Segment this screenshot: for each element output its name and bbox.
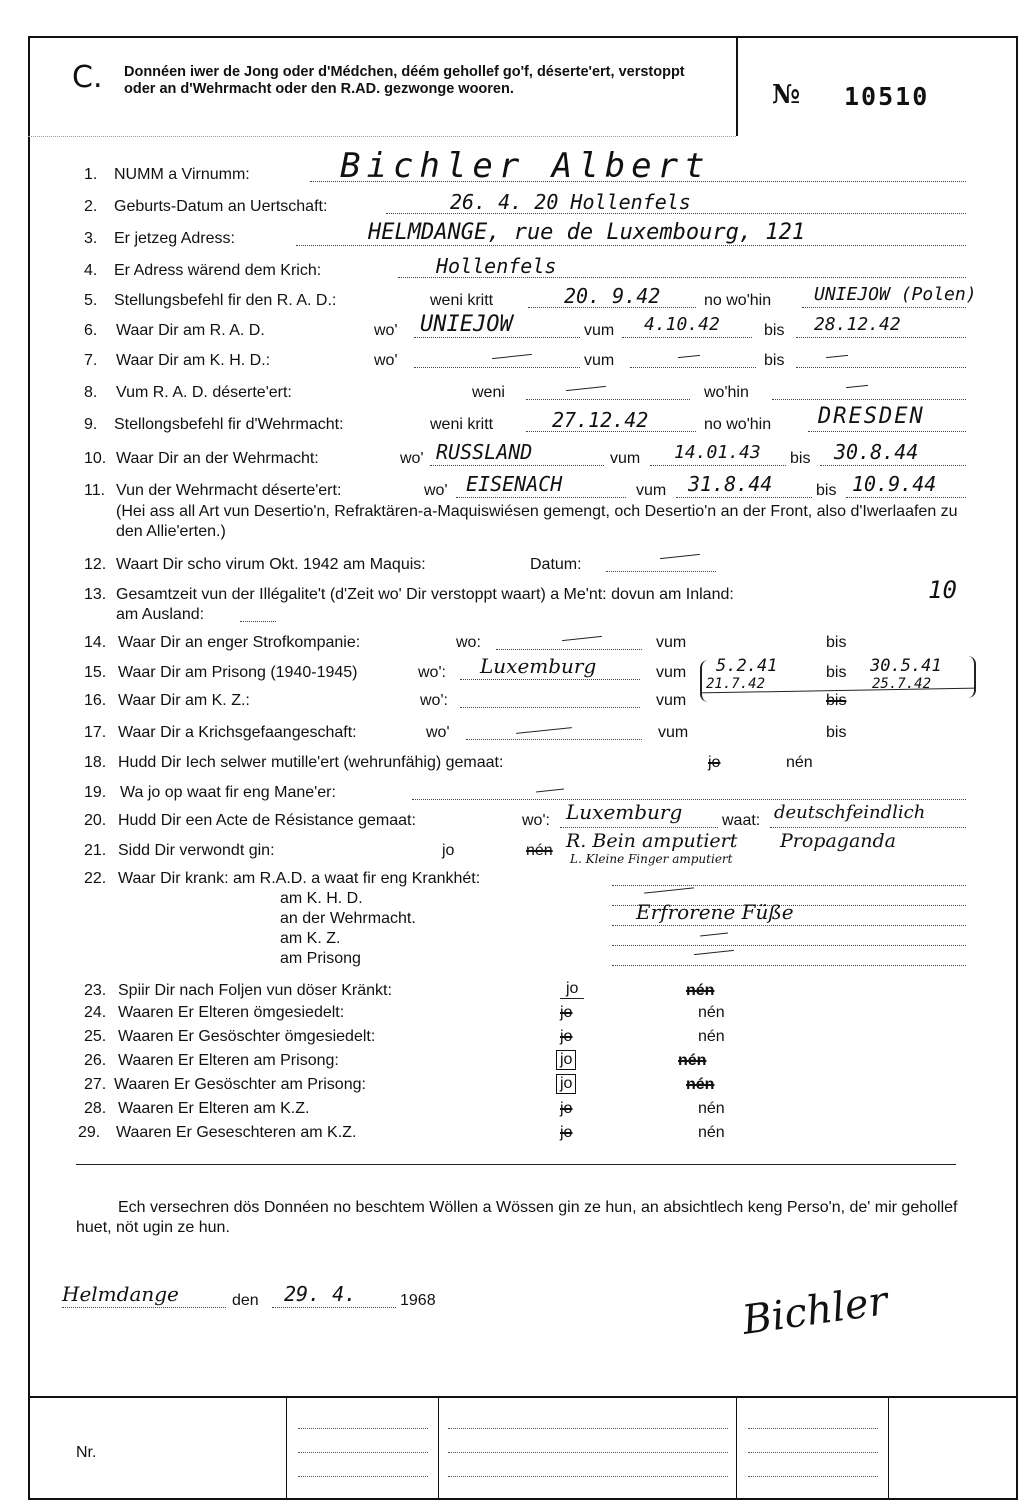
field-3-line	[296, 245, 966, 246]
place-line	[62, 1307, 226, 1308]
field-24-label: Waaren Er Elteren ömgesiedelt:	[118, 1004, 345, 1021]
footer-dots-3c	[748, 1476, 878, 1477]
field-14-line-1	[496, 649, 642, 650]
field-27-nen: nén	[686, 1076, 715, 1093]
field-20-value-2: deutschfeindlich	[774, 802, 926, 823]
footer-top-rule	[28, 1396, 1018, 1398]
field-11-line-3	[846, 497, 966, 498]
field-20-value-1: Luxemburg	[566, 800, 683, 824]
field-25-nen: nén	[698, 1028, 725, 1045]
field-5-wohin-label: no wo'hin	[704, 292, 772, 309]
field-17-wo-label: wo'	[426, 724, 450, 741]
signature-place: Helmdange	[62, 1282, 179, 1306]
field-11-vum-label: vum	[636, 482, 667, 499]
field-15-value-1: Luxemburg	[480, 654, 597, 678]
field-17-bis-label: bis	[826, 724, 847, 741]
field-20-line-2	[770, 827, 966, 828]
field-23-label: Spiir Dir nach Foljen vun döser Kränkt:	[118, 982, 392, 999]
section-letter: C.	[72, 60, 103, 95]
field-22-sub-kz: am K. Z.	[280, 930, 341, 947]
field-7-number: 7.	[84, 352, 98, 369]
field-15-line-1	[460, 679, 640, 680]
field-11-label: Vun der Wehrmacht déserte'ert:	[116, 482, 342, 499]
signature: Bichler	[739, 1278, 891, 1344]
field-8-number: 8.	[84, 384, 98, 401]
field-6-line-1	[414, 337, 580, 338]
field-4-label: Er Adress wärend dem Krich:	[114, 262, 322, 279]
field-21-value-1b: L. Kleine Finger amputiert	[570, 852, 733, 866]
footer-dots-2c	[448, 1476, 728, 1477]
field-25-jo: jo	[560, 1028, 573, 1045]
field-5-line-2	[802, 307, 966, 308]
field-14-label: Waar Dir an enger Strofkompanie:	[118, 634, 361, 651]
footer-dots-3a	[748, 1428, 878, 1429]
field-2-number: 2.	[84, 198, 98, 215]
field-23-jo: jo	[560, 980, 584, 999]
footer-dots-1b	[298, 1452, 428, 1453]
field-5-value-2: UNIEJOW (Polen)	[814, 284, 977, 305]
field-25-label: Waaren Er Gesöschter ömgesiedelt:	[118, 1028, 376, 1045]
field-10-line-1	[430, 465, 604, 466]
field-8-wohin-label: wo'hin	[704, 384, 749, 401]
field-26-number: 26.	[84, 1052, 107, 1069]
field-6-number: 6.	[84, 322, 98, 339]
field-22-sub-khd: am K. H. D.	[280, 890, 363, 907]
field-18-nen: nén	[786, 754, 813, 771]
field-18-label: Hudd Dir Iech selwer mutille'ert (wehrunfähig) gemaat:	[118, 754, 504, 771]
field-10-vum-label: vum	[610, 450, 641, 467]
field-21-label: Sidd Dir verwondt gin:	[118, 842, 275, 859]
field-14-bis-label: bis	[826, 634, 847, 651]
field-10-value-1: RUSSLAND	[436, 440, 533, 464]
header-divider	[736, 36, 738, 136]
field-14-number: 14.	[84, 634, 107, 651]
field-22-line-0	[612, 885, 966, 886]
field-22-label: Waar Dir krank: am R.A.D. a waat fir eng Krankhét:	[118, 870, 481, 887]
field-23-number: 23.	[84, 982, 107, 999]
field-8-label: Vum R. A. D. déserte'ert:	[116, 384, 292, 401]
footer-col-1	[286, 1398, 287, 1498]
field-17-line-1	[466, 739, 642, 740]
field-3-value: HELMDANGE, rue de Luxembourg, 121	[368, 220, 806, 245]
field-24-nen: nén	[698, 1004, 725, 1021]
footer-dots-1a	[298, 1428, 428, 1429]
signature-date: 29. 4.	[284, 1282, 357, 1306]
year-label: 1968	[400, 1292, 436, 1309]
field-26-jo: jo	[556, 1050, 576, 1070]
bracket-left	[700, 660, 708, 702]
field-22-sub-prisong: am Prisong	[280, 950, 361, 967]
field-14-wo-label: wo:	[456, 634, 481, 651]
field-8-line-1	[526, 399, 690, 400]
field-6-line-3	[796, 337, 966, 338]
field-26-nen: nén	[678, 1052, 707, 1069]
field-2-value: 26. 4. 20 Hollenfels	[450, 190, 691, 214]
field-5-weni-label: weni kritt	[430, 292, 494, 309]
header-text: Donnéen iwer de Jong oder d'Médchen, déém gehollef go'f, déserte'ert, verstoppt oder an d'Wehrmacht oder den R.AD. gezwonge wooren.	[124, 64, 685, 97]
form-number: 10510	[844, 82, 930, 111]
field-10-line-2	[650, 465, 786, 466]
field-19-label: Wa jo op waat fir eng Mane'er:	[120, 784, 336, 801]
field-29-jo: jo	[560, 1124, 573, 1141]
field-6-label: Waar Dir am R. A. D.	[116, 322, 265, 339]
field-4-number: 4.	[84, 262, 98, 279]
field-9-wohin-label: no wo'hin	[704, 416, 772, 433]
field-11-wo-label: wo'	[424, 482, 448, 499]
bracket-right	[968, 656, 976, 698]
field-12-line	[606, 571, 716, 572]
field-5-label: Stellungsbefehl fir den R. A. D.:	[114, 292, 337, 309]
field-17-vum-label: vum	[658, 724, 689, 741]
field-11-line-1	[456, 497, 626, 498]
field-29-nen: nén	[698, 1124, 725, 1141]
field-6-value-2: 4.10.42	[644, 314, 720, 335]
field-16-number: 16.	[84, 692, 107, 709]
field-22-line-3	[612, 945, 966, 946]
footer-dots-2b	[448, 1452, 728, 1453]
field-16-bis-label: bis	[826, 692, 847, 709]
field-20-number: 20.	[84, 812, 107, 829]
field-9-weni-label: weni kritt	[430, 416, 494, 433]
field-11-value-1: EISENACH	[466, 472, 563, 496]
field-27-label: Waaren Er Gesöschter am Prisong:	[114, 1076, 366, 1093]
footer-dots-2a	[448, 1428, 728, 1429]
section-separator	[76, 1164, 956, 1165]
field-29-label: Waaren Er Geseschteren am K.Z.	[116, 1124, 357, 1141]
field-23-nen: nén	[686, 982, 715, 999]
field-16-wo-label: wo':	[420, 692, 448, 709]
field-6-value-1: UNIEJOW	[420, 312, 513, 337]
footer-col-3	[736, 1398, 737, 1498]
field-15-value-2: 5.2.41	[716, 656, 778, 676]
field-16-label: Waar Dir am K. Z.:	[118, 692, 250, 709]
header-bottom-rule	[28, 136, 736, 137]
field-13-label: Gesamtzeit vun der Illégalite't (d'Zeit wo' Dir verstoppt waart) a Me'nt: dovun am Inland:	[116, 586, 734, 603]
field-21-value-2: Propaganda	[780, 830, 897, 852]
field-22-number: 22.	[84, 870, 107, 887]
field-4-value: Hollenfels	[436, 254, 557, 278]
field-22-sub-wehrmacht: an der Wehrmacht.	[280, 910, 416, 927]
field-9-value-2: DRESDEN	[818, 404, 925, 429]
field-1-value: Bichler Albert	[340, 146, 711, 186]
declaration-text: Ech versechren dös Donnéen no beschtem Wöllen a Wössen gin ze hun, an absichtlech keng Perso'n, de' mir gehollef huet, nöt ugin ze hun.	[76, 1199, 958, 1236]
field-13-ausland-label: am Ausland:	[116, 606, 205, 623]
field-13-line	[240, 621, 276, 622]
field-25-number: 25.	[84, 1028, 107, 1045]
field-9-number: 9.	[84, 416, 98, 433]
field-20-wo-label: wo':	[522, 812, 550, 829]
field-29-number: 29.	[78, 1124, 101, 1141]
field-2-label: Geburts-Datum an Uertschaft:	[114, 198, 328, 215]
field-22-value-1: Erfrorene Füße	[636, 900, 794, 924]
field-15-vum-label: vum	[656, 664, 687, 681]
field-16-value-2: 21.7.42	[706, 676, 766, 692]
field-17-number: 17.	[84, 724, 107, 741]
field-10-line-3	[820, 465, 966, 466]
field-13-number: 13.	[84, 586, 107, 603]
field-11-value-2: 31.8.44	[688, 472, 773, 496]
field-28-number: 28.	[84, 1100, 107, 1117]
field-20-label: Hudd Dir een Acte de Résistance gemaat:	[118, 812, 416, 829]
field-6-bis-label: bis	[764, 322, 785, 339]
field-8-weni-label: weni	[472, 384, 505, 401]
field-21-number: 21.	[84, 842, 107, 859]
field-28-jo: jo	[560, 1100, 573, 1117]
number-symbol: №	[772, 80, 801, 110]
field-22-line-2	[612, 925, 966, 926]
date-line	[272, 1307, 396, 1308]
field-9-line-2	[808, 431, 966, 432]
field-11-bis-label: bis	[816, 482, 837, 499]
footer-col-4	[888, 1398, 889, 1498]
field-6-wo-label: wo'	[374, 322, 398, 339]
field-1-label: NUMM a Virnumm:	[114, 166, 250, 183]
field-27-jo: jo	[556, 1074, 576, 1094]
field-1-number: 1.	[84, 166, 98, 183]
field-6-vum-label: vum	[584, 322, 615, 339]
field-15-wo-label: wo':	[418, 664, 446, 681]
field-17-label: Waar Dir a Krichsgefaangeschaft:	[118, 724, 357, 741]
field-11-number: 11.	[84, 482, 106, 499]
field-6-line-2	[622, 337, 752, 338]
field-16-line-1	[460, 707, 640, 708]
field-21-value-1: R. Bein amputiert	[566, 830, 738, 852]
field-15-label: Waar Dir am Prisong (1940-1945)	[118, 664, 358, 681]
field-11-note: (Hei ass all Art vun Desertio'n, Refraktären-a-Maquiswiésen gemengt, och Desertio'n an der Front, also d'Iwerlaafen zu den Allie'erten.)	[116, 503, 958, 540]
field-10-label: Waar Dir an der Wehrmacht:	[116, 450, 319, 467]
field-15-bis-label: bis	[826, 664, 847, 681]
field-7-line-1	[414, 367, 580, 368]
field-19-number: 19.	[84, 784, 107, 801]
field-15-value-3: 30.5.41	[870, 656, 942, 676]
field-10-value-3: 30.8.44	[834, 440, 919, 464]
field-6-value-3: 28.12.42	[814, 314, 901, 335]
field-5-number: 5.	[84, 292, 98, 309]
field-12-datum-label: Datum:	[530, 556, 582, 573]
field-7-bis-label: bis	[764, 352, 785, 369]
field-28-label: Waaren Er Elteren am K.Z.	[118, 1100, 310, 1117]
footer-nr: Nr.	[76, 1444, 97, 1461]
field-13-value: 10	[928, 576, 957, 604]
field-19-line	[412, 799, 966, 800]
field-22-line-4	[612, 965, 966, 966]
field-7-label: Waar Dir am K. H. D.:	[116, 352, 271, 369]
field-16-vum-label: vum	[656, 692, 687, 709]
field-21-jo: jo	[442, 842, 455, 859]
field-5-value-1: 20. 9.42	[564, 284, 661, 308]
field-3-label: Er jetzeg Adress:	[114, 230, 235, 247]
footer-dots-3b	[748, 1452, 878, 1453]
field-27-number: 27.	[84, 1076, 107, 1093]
field-9-value-1: 27.12.42	[552, 408, 649, 432]
field-20-waat-label: waat:	[722, 812, 761, 829]
field-12-label: Waart Dir scho virum Okt. 1942 am Maquis:	[116, 556, 426, 573]
field-16-value-3: 25.7.42	[872, 676, 932, 692]
field-10-number: 10.	[84, 450, 107, 467]
field-11-line-2	[676, 497, 812, 498]
field-24-number: 24.	[84, 1004, 107, 1021]
field-20-line-1	[560, 827, 718, 828]
field-9-label: Stellongsbefehl fir d'Wehrmacht:	[114, 416, 344, 433]
field-10-wo-label: wo'	[400, 450, 424, 467]
field-18-jo: jo	[708, 754, 721, 771]
field-26-label: Waaren Er Elteren am Prisong:	[118, 1052, 339, 1069]
footer-col-2	[438, 1398, 439, 1498]
field-15-number: 15.	[84, 664, 107, 681]
field-7-wo-label: wo'	[374, 352, 398, 369]
field-10-value-2: 14.01.43	[674, 442, 761, 463]
field-14-vum-label: vum	[656, 634, 687, 651]
field-10-bis-label: bis	[790, 450, 811, 467]
field-7-vum-label: vum	[584, 352, 615, 369]
footer-dots-1c	[298, 1476, 428, 1477]
field-21-nen: nén	[526, 842, 553, 859]
field-11-value-3: 10.9.44	[852, 472, 937, 496]
field-3-number: 3.	[84, 230, 98, 247]
field-18-number: 18.	[84, 754, 107, 771]
field-7-line-2	[630, 367, 756, 368]
den-label: den	[232, 1292, 259, 1309]
field-28-nen: nén	[698, 1100, 725, 1117]
field-7-line-3	[796, 367, 966, 368]
field-12-number: 12.	[84, 556, 107, 573]
field-8-line-2	[772, 399, 966, 400]
field-24-jo: jo	[560, 1004, 573, 1021]
